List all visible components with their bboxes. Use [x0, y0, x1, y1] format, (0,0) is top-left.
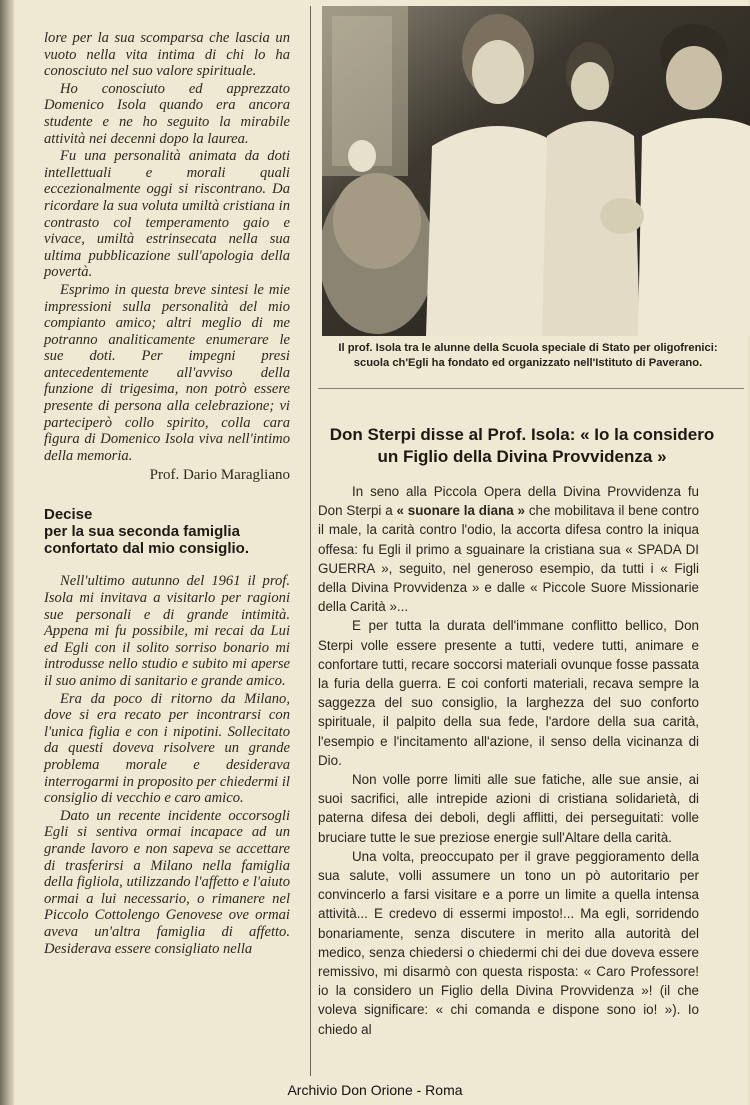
article-paragraph-4: Una volta, preoccupato per il grave peggioramento della sua salute, volli assumere un tono un pò autoritario per convincerlo a farsi visitare e a porre un limite a quella intensa attività... E credevo di essermi imposto!... Ma egli, sorridendo bonariamente, senza discutere in merito alla autorità del medico, senza chiedersi o chiedermi chi dei due doveva essere remissivo, mi disarmò con questa risposta: « Caro Professore! io la considero un Figlio della Divina Provvidenza »! (il che voleva significare: « chi comanda e dispone sono io! »). Io chiedo al [318, 848, 699, 1037]
article-paragraph-1-start: In seno alla Piccola Opera della Divina Provvidenza fu Don Sterpi a [318, 484, 699, 519]
article-paragraph-1 [318, 482, 699, 616]
left-paragraph-3: Fu una personalità animata da doti intellettuali e morali quali eccezionalmente oggi si riscontrano. Da ricordare la sua voluta umiltà cristiana in contrasto col temperamento gaio e vivace, umiltà estrinsecata nella sua ultima pubblicazione sull'apologia della povertà. [44, 148, 290, 281]
caption-rule [318, 388, 744, 389]
suonare-la-diana: « suonare la diana » [396, 503, 525, 519]
article-headline: Don Sterpi disse al Prof. Isola: « Io la considero un Figlio della Divina Provvidenza » [329, 425, 715, 466]
column-divider [310, 6, 311, 1076]
left-column [44, 30, 290, 957]
section-heading-line-1: Decise [44, 506, 93, 524]
signature: Prof. Dario Maragliano [149, 467, 290, 484]
archive-watermark: Archivio Don Orione - Roma [287, 1082, 463, 1098]
left-paragraph-4: Esprimo in questa breve sintesi le mie impressioni sulla personalità del mio compianto amico; altri meglio di me potranno analiticamente enumerare le sue doti. Per impegni presi antecedentemente all'avviso della funzione di trigesima, non potrò essere presente di persona alla celebrazione; vi parteciperò collo spirito, colla cara figura di Domenico Isola viva nell'intimo della memoria. [44, 281, 290, 464]
section-paragraph-1: Nell'ultimo autunno del 1961 il prof. Isola mi invitava a visitarlo per ragioni sue personali e di grande intimità. Appena mi fu possibile, mi recai da Lui ed Egli con il solito sorriso bonario mi introdusse nello studio e subito mi aperse il suo animo di sanitario e grande amico. [44, 573, 290, 689]
photo-illustration [322, 6, 750, 336]
left-paragraph-1: lore per la sua scomparsa che lascia un vuoto nella vita intima di chi lo ha conosciuto nel suo valore spirituale. [44, 30, 290, 80]
page-binding-edge [0, 0, 14, 1105]
left-paragraph-2: Ho conosciuto ed apprezzato Domenico Isola quando era ancora studente e ne ho seguito la mirabile attività nei decenni dopo la laurea. [44, 80, 290, 147]
photo-caption: Il prof. Isola tra le alunne della Scuola speciale di Stato per oligofrenici: scuola ch'Egli ha fondato ed organizzato nell'Istituto di Paverano. [338, 342, 718, 369]
section-heading [44, 506, 290, 557]
article-paragraph-1-end: che mobilitava il bene contro il male, la carità contro l'odio, la accorta difesa contro la iniqua offesa: fu Egli il primo a sguainare la cristiana sua « SPADA DI GUERRA », seguito, nel generoso esempio, da tutti i « Figli della Divina Provvidenza » e dalle « Piccole Suore Missionarie della Carità »... [318, 503, 700, 615]
section-heading-line-3: confortato dal mio consiglio. [44, 540, 250, 558]
photo-isola-with-pupils [322, 6, 750, 336]
right-column [318, 482, 699, 1039]
section-paragraph-3: Dato un recente incidente occorsogli Egli si sentiva ormai incapace ad un grande lavoro e non sapeva se accettare di trasferirsi a Milano nella famiglia della figliola, utilizzando l'affetto e l'aiuto ormai a lui necessario, o rimanere nel Piccolo Cottolengo Genovese ove ormai aveva un'altra famiglia di affetto. Desiderava essere consigliato nella [44, 807, 290, 957]
section-heading-line-2: per la sua seconda famiglia [44, 523, 240, 541]
section-paragraph-2: Era da poco di ritorno da Milano, dove si era recato per incontrarsi con l'unica figlia e con i nipotini. Sollecitato da questi doveva risolvere un grande problema morale e desiderava interrogarmi in proposito per chiedermi il consiglio di vecchio e caro amico. [44, 690, 290, 807]
article-paragraph-3: Non volle porre limiti alle sue fatiche, alle sue ansie, ai suoi sacrifici, alle intrepide azioni di cristiana solidarietà, di paterna difesa dei deboli, degli afflitti, dei perseguitati: volle bruciare tutte le sue preziose energie sull'Altare della carità. [318, 772, 699, 845]
article-paragraph-2: E per tutta la durata dell'immane conflitto bellico, Don Sterpi volle essere presente a tutti, vedere tutti, animare e confortare tutti, recare soccorsi materiali ovunque fosse passata la furia della guerra. E coi conforti materiali, recava sempre la saggezza del suo consiglio, la larghezza del suo conforto spirituale, il palpito della sua fede, l'ardore della sua carità, l'esempio e l'incitamento all'azione, il senso della vicinanza di Dio. [318, 618, 699, 768]
